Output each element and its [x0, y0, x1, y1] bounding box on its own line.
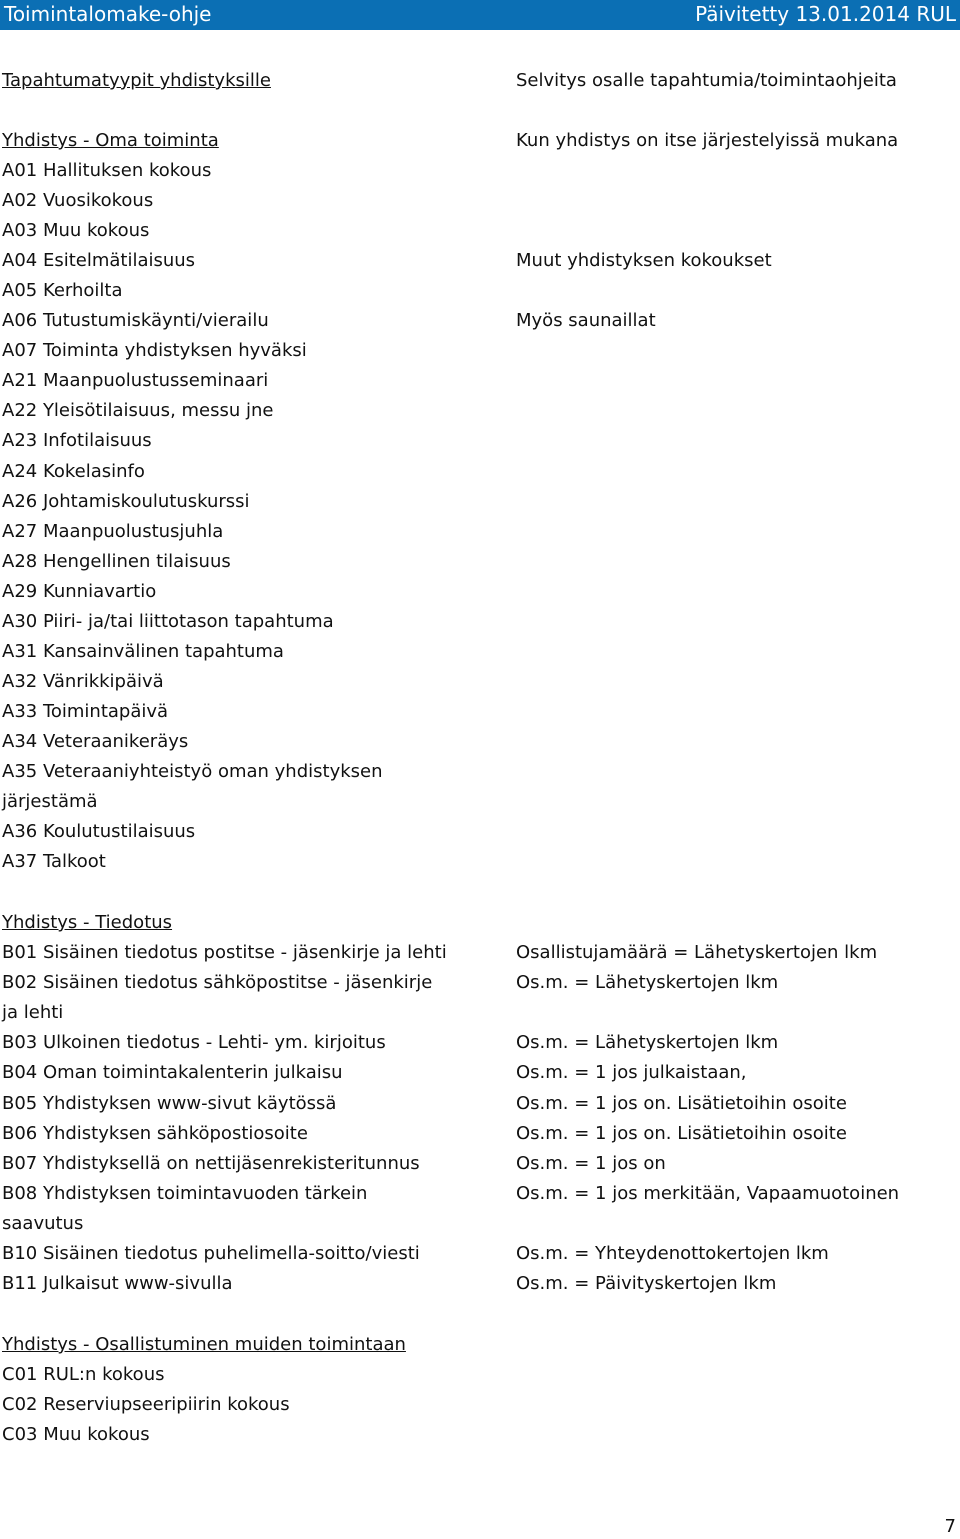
left-column-heading: Tapahtumatyypit yhdistyksille [2, 70, 271, 91]
list-item: A04 Esitelmätilaisuus [2, 250, 196, 271]
list-item: A29 Kunniavartio [2, 581, 157, 602]
note-a06: Myös saunaillat [516, 310, 656, 331]
list-item: A27 Maanpuolustusjuhla [2, 521, 224, 542]
list-item: A32 Vänrikkipäivä [2, 671, 164, 692]
note-b08: Os.m. = 1 jos merkitään, Vapaamuotoinen [516, 1183, 900, 1204]
note-b11: Os.m. = Päivityskertojen lkm [516, 1273, 777, 1294]
list-item: C01 RUL:n kokous [2, 1364, 165, 1385]
list-item: B05 Yhdistyksen www-sivut käytössä [2, 1093, 337, 1114]
list-item: A05 Kerhoilta [2, 280, 123, 301]
list-item: B06 Yhdistyksen sähköpostiosoite [2, 1123, 308, 1144]
list-item: A07 Toiminta yhdistyksen hyväksi [2, 340, 307, 361]
list-item: B08 Yhdistyksen toimintavuoden tärkein [2, 1183, 368, 1204]
list-item: C03 Muu kokous [2, 1424, 150, 1445]
list-item: A22 Yleisötilaisuus, messu jne [2, 400, 274, 421]
list-item: A21 Maanpuolustusseminaari [2, 370, 269, 391]
list-item: B11 Julkaisut www-sivulla [2, 1273, 233, 1294]
updated-date: Päivitetty 13.01.2014 RUL [695, 2, 956, 26]
note-b03: Os.m. = Lähetyskertojen lkm [516, 1032, 779, 1053]
note-b04: Os.m. = 1 jos julkaistaan, [516, 1062, 747, 1083]
list-item: B02 Sisäinen tiedotus sähköpostitse - jäsenkirje [2, 972, 433, 993]
list-item: A35 Veteraaniyhteistyö oman yhdistyksen [2, 761, 383, 782]
note-b06: Os.m. = 1 jos on. Lisätietoihin osoite [516, 1123, 847, 1144]
section-c-title: Yhdistys - Osallistuminen muiden toimintaan [2, 1334, 406, 1355]
note-b07: Os.m. = 1 jos on [516, 1153, 666, 1174]
list-item: B04 Oman toimintakalenterin julkaisu [2, 1062, 343, 1083]
note-b02: Os.m. = Lähetyskertojen lkm [516, 972, 779, 993]
list-item: A30 Piiri- ja/tai liittotason tapahtuma [2, 611, 334, 632]
list-item: A01 Hallituksen kokous [2, 160, 212, 181]
list-item: B01 Sisäinen tiedotus postitse - jäsenkirje ja lehti [2, 942, 447, 963]
list-item: A24 Kokelasinfo [2, 461, 145, 482]
list-item: A28 Hengellinen tilaisuus [2, 551, 231, 572]
section-b-title: Yhdistys - Tiedotus [2, 912, 173, 933]
right-column-heading: Selvitys osalle tapahtumia/toimintaohjeita [516, 70, 897, 91]
list-item: saavutus [2, 1213, 84, 1234]
list-item: A03 Muu kokous [2, 220, 150, 241]
note-b01: Osallistujamäärä = Lähetyskertojen lkm [516, 942, 878, 963]
section-a-title: Yhdistys - Oma toiminta [2, 130, 219, 151]
list-item: A26 Johtamiskoulutuskurssi [2, 491, 250, 512]
list-item: C02 Reserviupseeripiirin kokous [2, 1394, 290, 1415]
list-item: A37 Talkoot [2, 851, 106, 872]
note-b05: Os.m. = 1 jos on. Lisätietoihin osoite [516, 1093, 847, 1114]
document-header [0, 0, 960, 30]
list-item: B03 Ulkoinen tiedotus - Lehti- ym. kirjoitus [2, 1032, 386, 1053]
list-item: A02 Vuosikokous [2, 190, 154, 211]
page-number: 7 [944, 1516, 956, 1537]
list-item: B07 Yhdistyksellä on nettijäsenrekisteritunnus [2, 1153, 420, 1174]
section-a-note-title: Kun yhdistys on itse järjestelyissä mukana [516, 130, 899, 151]
list-item: järjestämä [2, 791, 98, 812]
list-item: A31 Kansainvälinen tapahtuma [2, 641, 284, 662]
list-item: A23 Infotilaisuus [2, 430, 152, 451]
list-item: A36 Koulutustilaisuus [2, 821, 196, 842]
list-item: A06 Tutustumiskäynti/vierailu [2, 310, 269, 331]
list-item: A33 Toimintapäivä [2, 701, 169, 722]
note-b10: Os.m. = Yhteydenottokertojen lkm [516, 1243, 829, 1264]
note-a04: Muut yhdistyksen kokoukset [516, 250, 772, 271]
list-item: B10 Sisäinen tiedotus puhelimella-soitto/viesti [2, 1243, 420, 1264]
list-item: A34 Veteraanikeräys [2, 731, 189, 752]
list-item: ja lehti [2, 1002, 64, 1023]
document-title: Toimintalomake-ohje [4, 2, 212, 26]
